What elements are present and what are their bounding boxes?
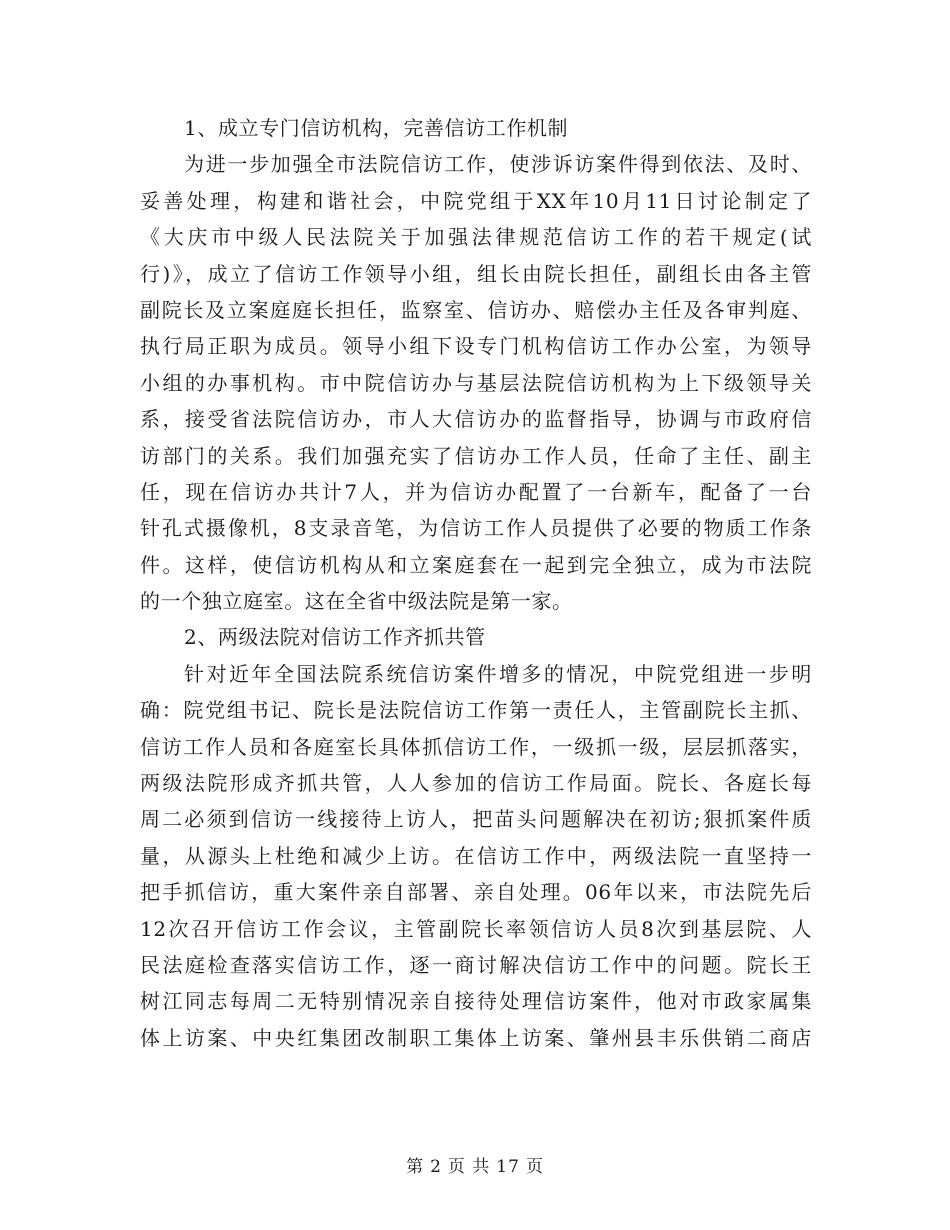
document-body bbox=[140, 110, 812, 1056]
text-line: 民法庭检查落实信访工作，逐一商讨解决信访工作中的问题。院长王 bbox=[140, 952, 812, 977]
text-line: 执行局正职为成员。领导小组下设专门机构信访工作办公室，为领导 bbox=[140, 334, 812, 359]
text-line: 副院长及立案庭庭长担任，监察室、信访办、赔偿办主任及各审判庭、 bbox=[140, 297, 812, 322]
text-line: 信访工作人员和各庭室长具体抓信访工作，一级抓一级，层层抓落实， bbox=[140, 734, 812, 759]
text-line: 树江同志每周二无特别情况亲自接待处理信访案件，他对市政家属集 bbox=[140, 989, 812, 1014]
footer-middle: 页 共 bbox=[447, 1157, 491, 1177]
text-line: 两级法院形成齐抓共管，人人参加的信访工作局面。院长、各庭长每 bbox=[140, 771, 812, 796]
text-line: 访部门的关系。我们加强充实了信访办工作人员，任命了主任、副主 bbox=[140, 443, 812, 468]
text-line: 针对近年全国法院系统信访案件增多的情况，中院党组进一步明 bbox=[184, 661, 812, 686]
page-footer bbox=[0, 1152, 950, 1177]
text-line: 为进一步加强全市法院信访工作，使涉诉访案件得到依法、及时、 bbox=[184, 152, 812, 177]
footer-prefix: 第 bbox=[406, 1157, 425, 1177]
text-line: 任，现在信访办共计7人，并为信访办配置了一台新车，配备了一台 bbox=[140, 479, 812, 504]
text-line: 行)》，成立了信访工作领导小组，组长由院长担任，副组长由各主管 bbox=[140, 261, 812, 286]
text-line: 把手抓信访，重大案件亲自部署、亲自处理。06年以来，市法院先后 bbox=[140, 880, 812, 905]
text-line: 体上访案、中央红集团改制职工集体上访案、肇州县丰乐供销二商店 bbox=[140, 1025, 812, 1050]
text-line: 《大庆市中级人民法院关于加强法律规范信访工作的若干规定(试 bbox=[140, 225, 812, 250]
footer-suffix: 页 bbox=[525, 1157, 544, 1177]
text-line: 量，从源头上杜绝和减少上访。在信访工作中，两级法院一直坚持一 bbox=[140, 843, 812, 868]
text-line: 针孔式摄像机，8支录音笔，为信访工作人员提供了必要的物质工作条 bbox=[140, 516, 812, 541]
text-line: 件。这样，使信访机构从和立案庭套在一起到完全独立，成为市法院 bbox=[140, 552, 812, 577]
text-line: 周二必须到信访一线接待上访人，把苗头问题解决在初访;狠抓案件质 bbox=[140, 807, 812, 832]
text-line: 妥善处理，构建和谐社会，中院党组于XX年10月11日讨论制定了 bbox=[140, 188, 812, 213]
text-line: 12次召开信访工作会议，主管副院长率领信访人员8次到基层院、人 bbox=[140, 916, 812, 941]
text-line: 小组的办事机构。市中院信访办与基层法院信访机构为上下级领导关 bbox=[140, 370, 812, 395]
current-page-number: 2 bbox=[430, 1157, 442, 1177]
text-line: 2、两级法院对信访工作齐抓共管 bbox=[184, 625, 486, 650]
text-line: 1、成立专门信访机构，完善信访工作机制 bbox=[184, 116, 569, 140]
total-page-number: 17 bbox=[496, 1157, 520, 1177]
text-line: 的一个独立庭室。这在全省中级法院是第一家。 bbox=[140, 589, 573, 614]
text-line: 确：院党组书记、院长是法院信访工作第一责任人，主管副院长主抓、 bbox=[140, 698, 812, 723]
text-line: 系，接受省法院信访办，市人大信访办的监督指导，协调与市政府信 bbox=[140, 407, 812, 432]
